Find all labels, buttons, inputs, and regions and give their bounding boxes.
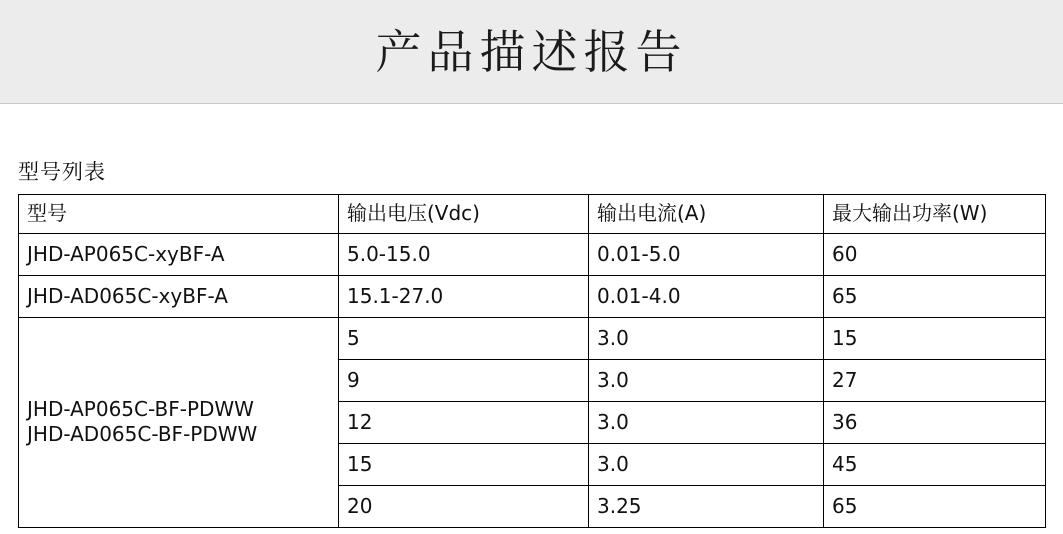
column-header-model: 型号 bbox=[19, 195, 339, 234]
cell-current: 3.0 bbox=[589, 360, 824, 402]
cell-power: 45 bbox=[824, 444, 1046, 486]
cell-current: 3.25 bbox=[589, 486, 824, 528]
cell-current: 0.01-4.0 bbox=[589, 276, 824, 318]
cell-current: 0.01-5.0 bbox=[589, 234, 824, 276]
cell-model-group bbox=[19, 318, 339, 528]
cell-current: 3.0 bbox=[589, 444, 824, 486]
cell-voltage: 5 bbox=[339, 318, 589, 360]
page-title: 产品描述报告 bbox=[375, 24, 688, 79]
section-label-model-list: 型号列表 bbox=[18, 160, 106, 184]
table-row bbox=[19, 318, 1046, 360]
cell-power: 36 bbox=[824, 402, 1046, 444]
cell-current: 3.0 bbox=[589, 402, 824, 444]
model-spec-table bbox=[18, 194, 1046, 528]
cell-power: 65 bbox=[824, 486, 1046, 528]
cell-voltage: 5.0-15.0 bbox=[339, 234, 589, 276]
document-body bbox=[0, 156, 1063, 528]
table-row bbox=[19, 276, 1046, 318]
cell-model: JHD-AP065C-xyBF-A bbox=[19, 234, 339, 276]
cell-voltage: 9 bbox=[339, 360, 589, 402]
cell-power: 15 bbox=[824, 318, 1046, 360]
table-header bbox=[19, 195, 1046, 234]
cell-voltage: 15 bbox=[339, 444, 589, 486]
column-header-output-voltage: 输出电压(Vdc) bbox=[339, 195, 589, 234]
column-header-max-output-power: 最大输出功率(W) bbox=[824, 195, 1046, 234]
model-line-2: JHD-AD065C-BF-PDWW bbox=[27, 422, 258, 446]
table-body bbox=[19, 234, 1046, 528]
cell-voltage: 15.1-27.0 bbox=[339, 276, 589, 318]
cell-current: 3.0 bbox=[589, 318, 824, 360]
cell-power: 27 bbox=[824, 360, 1046, 402]
cell-power: 65 bbox=[824, 276, 1046, 318]
model-line-1: JHD-AP065C-BF-PDWW bbox=[27, 397, 254, 421]
column-header-output-current: 输出电流(A) bbox=[589, 195, 824, 234]
table-row bbox=[19, 234, 1046, 276]
cell-voltage: 20 bbox=[339, 486, 589, 528]
table-header-row bbox=[19, 195, 1046, 234]
cell-voltage: 12 bbox=[339, 402, 589, 444]
document-header-band bbox=[0, 0, 1063, 104]
cell-model: JHD-AD065C-xyBF-A bbox=[19, 276, 339, 318]
cell-power: 60 bbox=[824, 234, 1046, 276]
